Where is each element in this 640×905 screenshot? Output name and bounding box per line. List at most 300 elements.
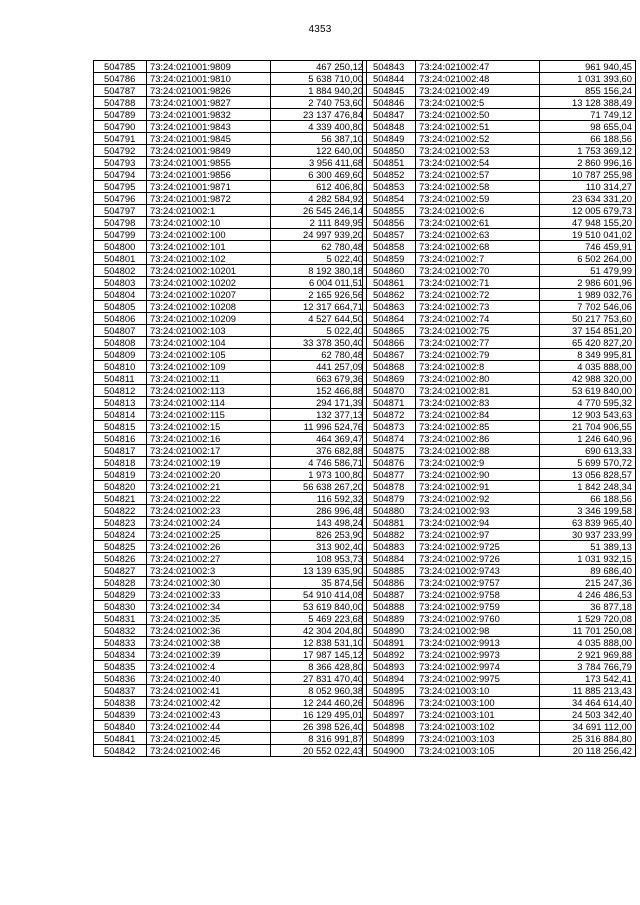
cadastral-value-cell: 132 377,13 — [271, 409, 367, 421]
cadastral-value-cell: 6 300 469,60 — [271, 169, 367, 181]
table-row — [363, 733, 636, 745]
record-number-cell: 504785 — [94, 61, 147, 73]
cadastral-value-cell: 89 686,40 — [540, 565, 636, 577]
table-row — [363, 205, 636, 217]
cadastral-number-cell: 73:24:021002:4 — [147, 661, 271, 673]
cadastral-value-cell: 23 137 476,84 — [271, 109, 367, 121]
table-row — [94, 565, 367, 577]
table-row — [363, 157, 636, 169]
cadastral-number-cell: 73:24:021002:9975 — [416, 673, 540, 685]
cadastral-value-cell: 3 346 199,58 — [540, 505, 636, 517]
cadastral-number-cell: 73:24:021002:9913 — [416, 637, 540, 649]
table-row — [94, 325, 367, 337]
table-row — [94, 553, 367, 565]
record-number-cell: 504828 — [94, 577, 147, 589]
cadastral-value-cell: 12 005 679,73 — [540, 205, 636, 217]
cadastral-value-cell: 2 986 601,96 — [540, 277, 636, 289]
cadastral-number-cell: 73:24:021002:98 — [416, 625, 540, 637]
cadastral-value-cell: 5 699 570,72 — [540, 457, 636, 469]
table-row — [363, 577, 636, 589]
table-row — [94, 301, 367, 313]
record-number-cell: 504791 — [94, 133, 147, 145]
record-number-cell: 504889 — [363, 613, 416, 625]
record-number-cell: 504838 — [94, 697, 147, 709]
cadastral-value-cell: 8 052 960,38 — [271, 685, 367, 697]
cadastral-number-cell: 73:24:021002:42 — [147, 697, 271, 709]
cadastral-value-cell: 12 317 664,71 — [271, 301, 367, 313]
cadastral-value-cell: 62 780,48 — [271, 349, 367, 361]
cadastral-value-cell: 12 244 460,26 — [271, 697, 367, 709]
cadastral-number-cell: 73:24:021002:19 — [147, 457, 271, 469]
cadastral-number-cell: 73:24:021003:10 — [416, 685, 540, 697]
record-number-cell: 504898 — [363, 721, 416, 733]
record-number-cell: 504853 — [363, 181, 416, 193]
cadastral-number-cell: 73:24:021002:36 — [147, 625, 271, 637]
cadastral-number-cell: 73:24:021001:9843 — [147, 121, 271, 133]
table-row — [94, 649, 367, 661]
cadastral-value-cell: 20 552 022,43 — [271, 745, 367, 757]
record-number-cell: 504800 — [94, 241, 147, 253]
table-row — [94, 181, 367, 193]
table-row — [94, 685, 367, 697]
cadastral-value-cell: 4 035 888,00 — [540, 637, 636, 649]
table-row — [363, 325, 636, 337]
table-row — [94, 589, 367, 601]
table-row — [94, 205, 367, 217]
cadastral-value-cell: 54 910 414,08 — [271, 589, 367, 601]
table-row — [94, 673, 367, 685]
record-number-cell: 504885 — [363, 565, 416, 577]
table-row — [363, 229, 636, 241]
table-row — [363, 517, 636, 529]
cadastral-number-cell: 73:24:021002:70 — [416, 265, 540, 277]
cadastral-number-cell: 73:24:021002:41 — [147, 685, 271, 697]
cadastral-number-cell: 73:24:021002:3 — [147, 565, 271, 577]
table-row — [94, 457, 367, 469]
cadastral-number-cell: 73:24:021002:58 — [416, 181, 540, 193]
record-number-cell: 504810 — [94, 361, 147, 373]
record-number-cell: 504881 — [363, 517, 416, 529]
cadastral-number-cell: 73:24:021002:1 — [147, 205, 271, 217]
cadastral-number-cell: 73:24:021001:9809 — [147, 61, 271, 73]
cadastral-number-cell: 73:24:021002:83 — [416, 397, 540, 409]
table-row — [94, 229, 367, 241]
cadastral-value-cell: 65 420 827,20 — [540, 337, 636, 349]
table-row — [94, 61, 367, 73]
record-number-cell: 504872 — [363, 409, 416, 421]
record-number-cell: 504808 — [94, 337, 147, 349]
cadastral-number-cell: 73:24:021002:48 — [416, 73, 540, 85]
record-number-cell: 504829 — [94, 589, 147, 601]
table-row — [363, 469, 636, 481]
cadastral-value-cell: 5 638 710,00 — [271, 73, 367, 85]
cadastral-number-cell: 73:24:021002:43 — [147, 709, 271, 721]
table-row — [363, 565, 636, 577]
cadastral-value-cell: 27 831 470,40 — [271, 673, 367, 685]
cadastral-value-cell: 25 316 884,80 — [540, 733, 636, 745]
table-row — [363, 433, 636, 445]
table-row — [94, 397, 367, 409]
cadastral-number-cell: 73:24:021002:34 — [147, 601, 271, 613]
record-number-cell: 504888 — [363, 601, 416, 613]
cadastral-number-cell: 73:24:021003:101 — [416, 709, 540, 721]
cadastral-number-cell: 73:24:021002:88 — [416, 445, 540, 457]
record-number-cell: 504899 — [363, 733, 416, 745]
record-number-cell: 504790 — [94, 121, 147, 133]
cadastral-value-cell: 7 702 546,06 — [540, 301, 636, 313]
record-number-cell: 504833 — [94, 637, 147, 649]
cadastral-number-cell: 73:24:021002:90 — [416, 469, 540, 481]
record-number-cell: 504797 — [94, 205, 147, 217]
cadastral-value-cell: 8 316 991,87 — [271, 733, 367, 745]
table-row — [363, 109, 636, 121]
cadastral-value-cell: 17 987 145,12 — [271, 649, 367, 661]
cadastral-number-cell: 73:24:021002:10209 — [147, 313, 271, 325]
cadastral-value-cell: 143 498,24 — [271, 517, 367, 529]
cadastral-number-cell: 73:24:021002:10201 — [147, 265, 271, 277]
table-row — [94, 733, 367, 745]
record-number-cell: 504823 — [94, 517, 147, 529]
cadastral-value-cell: 51 389,13 — [540, 541, 636, 553]
table-row — [363, 133, 636, 145]
cadastral-value-cell: 53 619 840,00 — [540, 385, 636, 397]
table-row — [363, 301, 636, 313]
table-row — [363, 289, 636, 301]
cadastral-value-cell: 441 257,09 — [271, 361, 367, 373]
cadastral-number-cell: 73:24:021002:97 — [416, 529, 540, 541]
cadastral-value-cell: 294 171,39 — [271, 397, 367, 409]
table-row — [94, 109, 367, 121]
record-number-cell: 504814 — [94, 409, 147, 421]
cadastral-number-cell: 73:24:021002:61 — [416, 217, 540, 229]
table-row — [94, 193, 367, 205]
cadastral-value-cell: 1 973 100,80 — [271, 469, 367, 481]
record-number-cell: 504844 — [363, 73, 416, 85]
cadastral-number-cell: 73:24:021002:9759 — [416, 601, 540, 613]
cadastral-value-cell: 50 217 753,60 — [540, 313, 636, 325]
cadastral-number-cell: 73:24:021002:50 — [416, 109, 540, 121]
cadastral-value-cell: 34 691 112,00 — [540, 721, 636, 733]
cadastral-value-cell: 16 129 495,01 — [271, 709, 367, 721]
cadastral-number-cell: 73:24:021002:49 — [416, 85, 540, 97]
table-row — [363, 85, 636, 97]
record-number-cell: 504887 — [363, 589, 416, 601]
record-number-cell: 504882 — [363, 529, 416, 541]
cadastral-value-cell: 612 406,80 — [271, 181, 367, 193]
record-number-cell: 504867 — [363, 349, 416, 361]
cadastral-number-cell: 73:24:021002:101 — [147, 241, 271, 253]
cadastral-number-cell: 73:24:021002:10208 — [147, 301, 271, 313]
cadastral-value-cell: 30 937 233,99 — [540, 529, 636, 541]
record-number-cell: 504839 — [94, 709, 147, 721]
cadastral-number-cell: 73:24:021002:9726 — [416, 553, 540, 565]
page-number: 4353 — [308, 24, 332, 35]
record-number-cell: 504827 — [94, 565, 147, 577]
record-number-cell: 504846 — [363, 97, 416, 109]
cadastral-number-cell: 73:24:021002:105 — [147, 349, 271, 361]
cadastral-number-cell: 73:24:021002:38 — [147, 637, 271, 649]
record-number-cell: 504879 — [363, 493, 416, 505]
table-row — [363, 277, 636, 289]
table-row — [94, 745, 367, 757]
cadastral-number-cell: 73:24:021002:80 — [416, 373, 540, 385]
cadastral-number-cell: 73:24:021002:11 — [147, 373, 271, 385]
table-row — [94, 505, 367, 517]
record-number-cell: 504849 — [363, 133, 416, 145]
record-number-cell: 504850 — [363, 145, 416, 157]
cadastral-number-cell: 73:24:021002:9974 — [416, 661, 540, 673]
cadastral-value-cell: 34 464 614,40 — [540, 697, 636, 709]
record-number-cell: 504796 — [94, 193, 147, 205]
record-number-cell: 504798 — [94, 217, 147, 229]
cadastral-value-cell: 2 860 996,16 — [540, 157, 636, 169]
table-row — [94, 529, 367, 541]
cadastral-value-cell: 8 349 995,81 — [540, 349, 636, 361]
table-row — [94, 385, 367, 397]
cadastral-value-cell: 33 378 350,40 — [271, 337, 367, 349]
cadastral-value-cell: 173 542,41 — [540, 673, 636, 685]
table-row — [363, 493, 636, 505]
record-number-cell: 504815 — [94, 421, 147, 433]
cadastral-number-cell: 73:24:021001:9872 — [147, 193, 271, 205]
record-number-cell: 504834 — [94, 649, 147, 661]
cadastral-value-cell: 1 031 932,15 — [540, 553, 636, 565]
record-number-cell: 504878 — [363, 481, 416, 493]
cadastral-value-cell: 108 953,73 — [271, 553, 367, 565]
record-number-cell: 504869 — [363, 373, 416, 385]
cadastral-value-cell: 116 592,32 — [271, 493, 367, 505]
cadastral-value-cell: 47 948 155,20 — [540, 217, 636, 229]
cadastral-value-cell: 71 749,12 — [540, 109, 636, 121]
record-number-cell: 504900 — [363, 745, 416, 757]
table-row — [363, 121, 636, 133]
cadastral-number-cell: 73:24:021002:25 — [147, 529, 271, 541]
record-number-cell: 504801 — [94, 253, 147, 265]
cadastral-number-cell: 73:24:021002:9757 — [416, 577, 540, 589]
table-row — [94, 613, 367, 625]
record-number-cell: 504861 — [363, 277, 416, 289]
record-number-cell: 504886 — [363, 577, 416, 589]
cadastral-number-cell: 73:24:021002:9758 — [416, 589, 540, 601]
record-number-cell: 504862 — [363, 289, 416, 301]
table-row — [363, 145, 636, 157]
table-body-right — [363, 61, 636, 757]
cadastral-value-cell: 13 056 828,57 — [540, 469, 636, 481]
table-row — [94, 277, 367, 289]
cadastral-number-cell: 73:24:021002:5 — [416, 97, 540, 109]
record-number-cell: 504864 — [363, 313, 416, 325]
cadastral-number-cell: 73:24:021002:63 — [416, 229, 540, 241]
cadastral-value-cell: 24 503 342,40 — [540, 709, 636, 721]
record-number-cell: 504893 — [363, 661, 416, 673]
cadastral-number-cell: 73:24:021001:9855 — [147, 157, 271, 169]
table-row — [94, 145, 367, 157]
record-number-cell: 504842 — [94, 745, 147, 757]
cadastral-number-cell: 73:24:021002:79 — [416, 349, 540, 361]
record-number-cell: 504855 — [363, 205, 416, 217]
table-row — [363, 265, 636, 277]
cadastral-value-cell: 11 996 524,76 — [271, 421, 367, 433]
record-number-cell: 504892 — [363, 649, 416, 661]
table-row — [363, 625, 636, 637]
table-row — [94, 217, 367, 229]
table-row — [363, 457, 636, 469]
table-row — [94, 697, 367, 709]
cadastral-value-table-left — [93, 60, 367, 757]
record-number-cell: 504812 — [94, 385, 147, 397]
cadastral-value-cell: 1 842 248,34 — [540, 481, 636, 493]
table-row — [94, 169, 367, 181]
record-number-cell: 504863 — [363, 301, 416, 313]
table-row — [94, 469, 367, 481]
table-row — [94, 661, 367, 673]
table-row — [363, 409, 636, 421]
cadastral-value-cell: 26 545 246,14 — [271, 205, 367, 217]
cadastral-number-cell: 73:24:021002:10 — [147, 217, 271, 229]
record-number-cell: 504825 — [94, 541, 147, 553]
cadastral-value-cell: 13 128 388,49 — [540, 97, 636, 109]
cadastral-value-cell: 286 996,48 — [271, 505, 367, 517]
table-row — [363, 601, 636, 613]
cadastral-value-cell: 4 527 644,50 — [271, 313, 367, 325]
table-row — [94, 337, 367, 349]
table-row — [94, 421, 367, 433]
cadastral-value-cell: 8 192 380,18 — [271, 265, 367, 277]
cadastral-number-cell: 73:24:021002:91 — [416, 481, 540, 493]
table-row — [363, 385, 636, 397]
cadastral-value-cell: 56 387,10 — [271, 133, 367, 145]
record-number-cell: 504883 — [363, 541, 416, 553]
table-row — [94, 433, 367, 445]
cadastral-number-cell: 73:24:021002:54 — [416, 157, 540, 169]
cadastral-value-cell: 855 156,24 — [540, 85, 636, 97]
cadastral-value-cell: 1 884 940,20 — [271, 85, 367, 97]
record-number-cell: 504845 — [363, 85, 416, 97]
record-number-cell: 504795 — [94, 181, 147, 193]
cadastral-number-cell: 73:24:021002:57 — [416, 169, 540, 181]
cadastral-number-cell: 73:24:021001:9810 — [147, 73, 271, 85]
cadastral-value-cell: 826 253,90 — [271, 529, 367, 541]
cadastral-value-cell: 62 780,48 — [271, 241, 367, 253]
record-number-cell: 504843 — [363, 61, 416, 73]
cadastral-number-cell: 73:24:021002:40 — [147, 673, 271, 685]
record-number-cell: 504807 — [94, 325, 147, 337]
cadastral-number-cell: 73:24:021001:9845 — [147, 133, 271, 145]
record-number-cell: 504851 — [363, 157, 416, 169]
cadastral-number-cell: 73:24:021002:9725 — [416, 541, 540, 553]
cadastral-value-cell: 12 903 543,63 — [540, 409, 636, 421]
record-number-cell: 504856 — [363, 217, 416, 229]
table-row — [363, 541, 636, 553]
table-row — [94, 373, 367, 385]
record-number-cell: 504803 — [94, 277, 147, 289]
cadastral-number-cell: 73:24:021002:10207 — [147, 289, 271, 301]
cadastral-number-cell: 73:24:021001:9832 — [147, 109, 271, 121]
table-row — [94, 349, 367, 361]
cadastral-value-cell: 4 746 586,71 — [271, 457, 367, 469]
record-number-cell: 504816 — [94, 433, 147, 445]
cadastral-number-cell: 73:24:021002:39 — [147, 649, 271, 661]
table-row — [94, 289, 367, 301]
record-number-cell: 504857 — [363, 229, 416, 241]
cadastral-value-cell: 35 874,56 — [271, 577, 367, 589]
record-number-cell: 504848 — [363, 121, 416, 133]
record-number-cell: 504854 — [363, 193, 416, 205]
record-number-cell: 504817 — [94, 445, 147, 457]
table-row — [363, 649, 636, 661]
cadastral-value-cell: 42 988 320,00 — [540, 373, 636, 385]
cadastral-number-cell: 73:24:021002:93 — [416, 505, 540, 517]
cadastral-value-cell: 20 118 256,42 — [540, 745, 636, 757]
cadastral-value-cell: 11 701 250,08 — [540, 625, 636, 637]
record-number-cell: 504871 — [363, 397, 416, 409]
table-row — [363, 505, 636, 517]
record-number-cell: 504896 — [363, 697, 416, 709]
record-number-cell: 504804 — [94, 289, 147, 301]
cadastral-value-cell: 51 479,99 — [540, 265, 636, 277]
cadastral-number-cell: 73:24:021002:17 — [147, 445, 271, 457]
table-row — [363, 481, 636, 493]
cadastral-number-cell: 73:24:021002:92 — [416, 493, 540, 505]
table-row — [94, 157, 367, 169]
record-number-cell: 504809 — [94, 349, 147, 361]
table-row — [363, 613, 636, 625]
cadastral-value-cell: 66 188,56 — [540, 133, 636, 145]
table-row — [94, 577, 367, 589]
cadastral-value-cell: 6 004 011,51 — [271, 277, 367, 289]
table-row — [94, 637, 367, 649]
record-number-cell: 504874 — [363, 433, 416, 445]
cadastral-value-cell: 1 989 032,76 — [540, 289, 636, 301]
cadastral-number-cell: 73:24:021002:15 — [147, 421, 271, 433]
cadastral-number-cell: 73:24:021001:9871 — [147, 181, 271, 193]
cadastral-number-cell: 73:24:021002:85 — [416, 421, 540, 433]
record-number-cell: 504897 — [363, 709, 416, 721]
cadastral-value-cell: 376 682,88 — [271, 445, 367, 457]
table-row — [94, 445, 367, 457]
table-row — [94, 493, 367, 505]
cadastral-value-cell: 1 031 393,60 — [540, 73, 636, 85]
record-number-cell: 504847 — [363, 109, 416, 121]
cadastral-number-cell: 73:24:021002:7 — [416, 253, 540, 265]
table-row — [94, 265, 367, 277]
table-row — [363, 637, 636, 649]
table-row — [363, 253, 636, 265]
cadastral-value-cell: 53 619 840,00 — [271, 601, 367, 613]
table-row — [94, 541, 367, 553]
record-number-cell: 504840 — [94, 721, 147, 733]
table-row — [363, 673, 636, 685]
record-number-cell: 504788 — [94, 97, 147, 109]
cadastral-value-cell: 26 398 526,40 — [271, 721, 367, 733]
cadastral-value-cell: 4 246 486,53 — [540, 589, 636, 601]
table-row — [94, 361, 367, 373]
table-row — [94, 133, 367, 145]
record-number-cell: 504895 — [363, 685, 416, 697]
cadastral-number-cell: 73:24:021002:47 — [416, 61, 540, 73]
cadastral-value-cell: 4 035 888,00 — [540, 361, 636, 373]
record-number-cell: 504820 — [94, 481, 147, 493]
table-row — [363, 73, 636, 85]
record-number-cell: 504866 — [363, 337, 416, 349]
cadastral-value-cell: 4 282 584,92 — [271, 193, 367, 205]
cadastral-value-cell: 8 366 428,80 — [271, 661, 367, 673]
record-number-cell: 504841 — [94, 733, 147, 745]
cadastral-number-cell: 73:24:021002:20 — [147, 469, 271, 481]
cadastral-value-cell: 746 459,91 — [540, 241, 636, 253]
cadastral-number-cell: 73:24:021002:53 — [416, 145, 540, 157]
table-row — [363, 193, 636, 205]
